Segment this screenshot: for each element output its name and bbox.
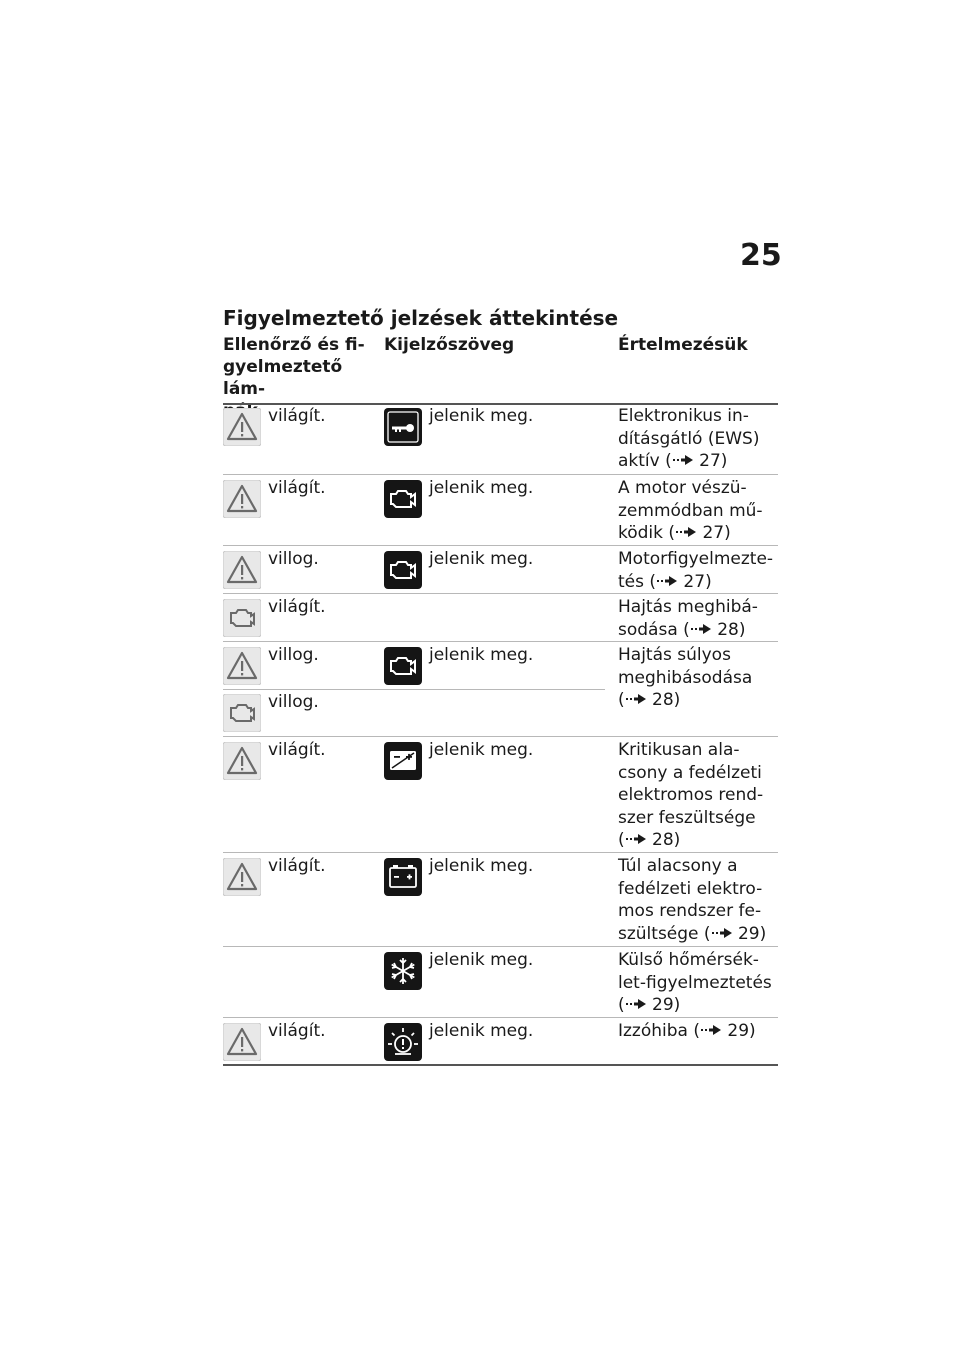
page-reference-link[interactable]: ( 28)	[618, 830, 681, 850]
warning-triangle-icon	[223, 1023, 261, 1061]
meaning-line-text: Motorfigyelmezte-	[618, 549, 774, 569]
meaning-line-text: let-figyelmeztetés	[618, 972, 772, 993]
meaning-line-text: fedélzeti elektro-	[618, 878, 763, 899]
warning-triangle-icon	[223, 551, 261, 589]
meaning-line-text: Izzóhiba	[618, 1021, 688, 1041]
meaning-line	[618, 596, 758, 619]
display-status: jelenik meg.	[429, 1021, 534, 1041]
meaning-line	[618, 994, 772, 1017]
meaning-line-text: szer feszültsége	[618, 807, 756, 828]
lamp-status: világít.	[268, 597, 326, 617]
display-status: jelenik meg.	[429, 740, 534, 760]
meaning-line-text: Hajtás meghibá-	[618, 597, 758, 617]
page-reference-number: 28)	[711, 619, 746, 640]
meaning-line	[618, 689, 752, 712]
reference-arrow-icon	[690, 623, 712, 635]
page-reference-number: 27)	[697, 523, 731, 543]
lamp-status: világít.	[268, 740, 326, 760]
meaning-line-text: Túl alacsony a	[618, 856, 738, 876]
lamp-status: villog.	[268, 549, 319, 569]
reference-arrow-icon	[700, 1024, 722, 1036]
page-reference-number: 29)	[722, 1021, 756, 1041]
page-reference-link[interactable]: ( 29)	[698, 923, 767, 944]
page-reference-link[interactable]: ( 28)	[618, 690, 681, 710]
meaning-line	[618, 807, 763, 830]
header-meaning: Értelmezésük	[618, 335, 748, 355]
page-reference-number: 29)	[732, 923, 767, 944]
reference-arrow-icon	[672, 454, 694, 466]
lamp-status: világít.	[268, 856, 326, 876]
meaning-line	[618, 477, 763, 500]
meaning-line	[618, 522, 763, 545]
warning-triangle-icon	[223, 408, 261, 446]
page-reference-number: 27)	[693, 451, 728, 471]
meaning-line	[618, 1020, 756, 1043]
reference-arrow-icon	[656, 575, 678, 587]
header-display-text: Kijelzőszöveg	[384, 335, 515, 355]
bulb-fault-icon	[384, 1023, 422, 1061]
page-reference-link[interactable]: ( 29)	[618, 995, 681, 1015]
meaning-line-text: aktív	[618, 451, 660, 471]
meaning-text	[618, 855, 766, 945]
page-reference-link[interactable]: ( 27)	[643, 571, 712, 592]
snowflake-icon	[384, 952, 422, 990]
lamp-status: világít.	[268, 478, 326, 498]
display-status: jelenik meg.	[429, 478, 534, 498]
table-row	[223, 593, 778, 642]
engine-icon	[223, 599, 261, 637]
sub-row-divider	[223, 689, 605, 690]
page-reference-number: 28)	[646, 830, 681, 850]
header-lamps-line: Ellenőrző és fi-	[223, 335, 365, 355]
meaning-text	[618, 596, 758, 641]
table-row	[223, 1017, 778, 1065]
page-reference-number: 29)	[646, 995, 681, 1015]
display-status: jelenik meg.	[429, 645, 534, 665]
lamp-status: villog.	[268, 692, 319, 712]
meaning-text	[618, 477, 763, 545]
meaning-line-text: meghibásodása	[618, 667, 753, 688]
meaning-line	[618, 405, 759, 428]
header-lamps-line: gyelmeztető lám-	[223, 357, 343, 399]
meaning-line-text: zemmódban mű-	[618, 500, 763, 521]
meaning-line-text: csony a fedélzeti	[618, 762, 762, 783]
meaning-line	[618, 972, 772, 995]
page-reference-link[interactable]: ( 27)	[659, 451, 728, 471]
battery-low-icon	[384, 742, 422, 780]
meaning-line-text: Külső hőmérsék-	[618, 950, 759, 970]
page-reference-link[interactable]: ( 29)	[687, 1021, 756, 1041]
display-status: jelenik meg.	[429, 950, 534, 970]
display-status: jelenik meg.	[429, 549, 534, 569]
warning-triangle-icon	[223, 480, 261, 518]
warning-triangle-icon	[223, 858, 261, 896]
reference-arrow-icon	[625, 693, 647, 705]
page-number: 25	[740, 238, 782, 273]
meaning-line	[618, 855, 766, 878]
meaning-line	[618, 667, 752, 690]
reference-arrow-icon	[675, 526, 697, 538]
meaning-text	[618, 405, 759, 473]
warning-triangle-icon	[223, 647, 261, 685]
engine-icon	[384, 480, 422, 518]
meaning-line-text: szültsége	[618, 923, 699, 944]
meaning-line	[618, 644, 752, 667]
page-reference-link[interactable]: ( 27)	[663, 523, 731, 543]
table-row	[223, 403, 778, 474]
meaning-text	[618, 739, 763, 852]
meaning-line-text: tés	[618, 571, 644, 592]
meaning-line-text: Elektronikus in-	[618, 406, 749, 426]
meaning-line-text: ködik	[618, 523, 663, 543]
table-row	[223, 852, 778, 947]
meaning-line-text: Kritikusan ala-	[618, 740, 740, 760]
meaning-line-text: A motor vészü-	[618, 478, 747, 498]
warning-table	[223, 403, 778, 1066]
reference-arrow-icon	[625, 998, 647, 1010]
reference-arrow-icon	[711, 927, 733, 939]
meaning-line	[618, 762, 763, 785]
meaning-line	[618, 571, 773, 594]
meaning-line-text: mos rendszer fe-	[618, 901, 762, 921]
meaning-line	[618, 450, 759, 473]
section-title: Figyelmeztető jelzések áttekintése	[223, 306, 619, 330]
meaning-line-text: dításgátló (EWS)	[618, 428, 760, 449]
reference-arrow-icon	[625, 833, 647, 845]
table-row	[223, 736, 778, 853]
battery-icon	[384, 858, 422, 896]
engine-icon	[384, 647, 422, 685]
lamp-status: világít.	[268, 406, 326, 426]
table-row	[223, 641, 778, 737]
display-status: jelenik meg.	[429, 856, 534, 876]
page-reference-number: 28)	[646, 690, 681, 710]
meaning-text	[618, 949, 772, 1017]
meaning-line	[618, 619, 758, 642]
table-bottom-rule	[223, 1064, 778, 1066]
warning-triangle-icon	[223, 742, 261, 780]
engine-icon	[223, 694, 261, 732]
table-row	[223, 946, 778, 1018]
meaning-line-text: Hajtás súlyos	[618, 645, 731, 665]
meaning-text	[618, 1020, 756, 1043]
meaning-line-text: sodása	[618, 619, 678, 640]
lamp-status: világít.	[268, 1021, 326, 1041]
meaning-line	[618, 949, 772, 972]
meaning-line	[618, 500, 763, 523]
meaning-text	[618, 548, 773, 593]
meaning-line-text: elektromos rend-	[618, 785, 764, 805]
page-reference-number: 27)	[678, 571, 712, 592]
meaning-line	[618, 548, 773, 571]
meaning-line	[618, 923, 766, 946]
display-status: jelenik meg.	[429, 406, 534, 426]
lamp-status: villog.	[268, 645, 319, 665]
table-row	[223, 545, 778, 594]
page-reference-link[interactable]: ( 28)	[677, 619, 746, 640]
meaning-line	[618, 784, 763, 807]
meaning-line	[618, 829, 763, 852]
meaning-text	[618, 644, 752, 712]
key-icon	[384, 408, 422, 446]
meaning-line	[618, 739, 763, 762]
meaning-line	[618, 428, 759, 451]
engine-icon	[384, 551, 422, 589]
meaning-line	[618, 878, 766, 901]
meaning-line	[618, 900, 766, 923]
table-row	[223, 474, 778, 546]
